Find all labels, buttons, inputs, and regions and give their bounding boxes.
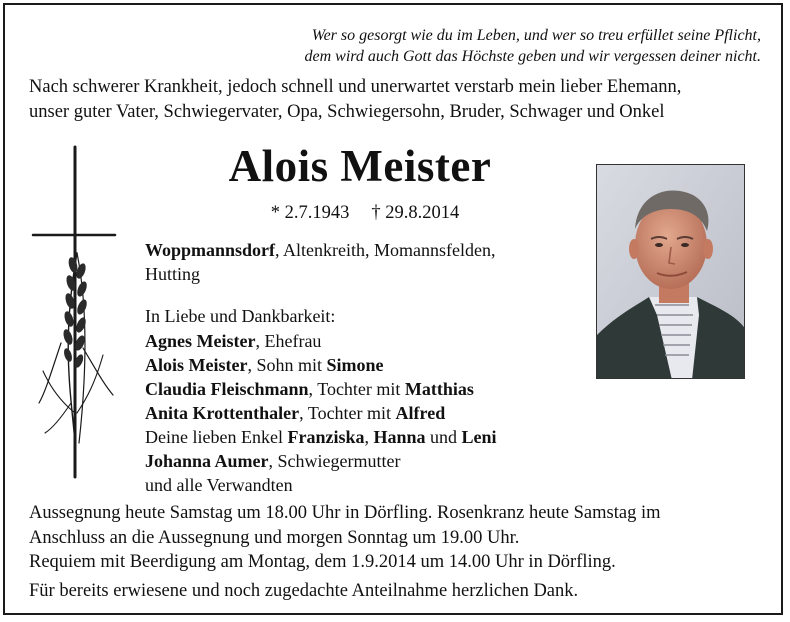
mourner-name: Alois Meister — [145, 355, 248, 375]
motto-line-2: dem wird auch Gott das Höchste geben und wir vergessen deiner nicht. — [304, 48, 761, 65]
places-line-1 — [145, 238, 575, 262]
motto-verse — [5, 25, 761, 67]
places-block — [145, 238, 575, 286]
service-info — [29, 501, 769, 575]
mother-in-law-row — [145, 449, 575, 473]
mourner-row — [145, 329, 575, 353]
death-date: † 29.8.2014 — [371, 203, 460, 223]
mourner-name: Claudia Fleischmann — [145, 379, 309, 399]
mourners-block — [145, 304, 575, 497]
service-info-line-1: Aussegnung heute Samstag um 18.00 Uhr in Dörfling. Rosenkranz heute Samstag im — [29, 503, 661, 523]
mourners-heading: In Liebe und Dankbarkeit: — [145, 306, 336, 326]
portrait-photo — [596, 164, 745, 379]
mourner-row — [145, 353, 575, 377]
mourner-relation: , Ehefrau — [255, 331, 322, 351]
grandchild-name: Leni — [461, 427, 497, 447]
cross-with-wheat-icon — [31, 143, 121, 483]
life-dates — [250, 203, 480, 224]
grandchildren-and: und — [425, 427, 462, 447]
mourner-relation: , Tochter mit — [299, 403, 396, 423]
service-info-line-3: Requiem mit Beerdigung am Montag, dem 1.9.2014 um 14.00 Uhr in Dörfling. — [29, 552, 616, 572]
mourner-partner: Alfred — [395, 403, 446, 423]
grandchildren-row — [145, 425, 575, 449]
mourner-name: Anita Krottenthaler — [145, 403, 300, 423]
grandchild-name: Hanna — [373, 427, 426, 447]
deceased-name: Alois Meister — [228, 141, 492, 191]
mourner-name: Agnes Meister — [145, 331, 256, 351]
intro-text — [29, 75, 769, 125]
portrait-illustration — [597, 165, 745, 379]
mourner-name: Johanna Aumer — [145, 451, 269, 471]
grandchildren-separator: , — [364, 427, 374, 447]
mourner-row — [145, 377, 575, 401]
grandchildren-prefix: Deine lieben Enkel — [145, 427, 288, 447]
other-villages: , Altenkreith, Momannsfelden, — [275, 240, 496, 260]
mourner-relation: , Tochter mit — [308, 379, 405, 399]
mourner-partner: Matthias — [404, 379, 474, 399]
mourner-relation: , Schwiegermutter — [268, 451, 401, 471]
mourner-partner: Simone — [326, 355, 384, 375]
thanks-text: Für bereits erwiesene und noch zugedachte Anteilnahme herzlichen Dank. — [29, 581, 579, 601]
places-line-2: Hutting — [145, 264, 201, 284]
service-info-line-2: Anschluss an die Aussegnung und morgen Sonntag um 19.00 Uhr. — [29, 527, 520, 548]
mourner-relation: , Sohn mit — [247, 355, 327, 375]
birth-date: * 2.7.1943 — [270, 203, 350, 223]
intro-line-2: unser guter Vater, Schwiegervater, Opa, Schwiegersohn, Bruder, Schwager und Onkel — [29, 102, 665, 122]
grandchild-name: Franziska — [287, 427, 365, 447]
intro-line-1: Nach schwerer Krankheit, jedoch schnell und unerwartet verstarb mein lieber Ehemann, — [29, 77, 682, 97]
mourner-row — [145, 401, 575, 425]
home-village: Woppmannsdorf — [145, 240, 276, 260]
motto-line-1: Wer so gesorgt wie du im Leben, und wer so treu erfüllet seine Pflicht, — [311, 27, 761, 44]
relatives-row: und alle Verwandten — [145, 475, 293, 495]
obituary-frame — [3, 3, 783, 615]
